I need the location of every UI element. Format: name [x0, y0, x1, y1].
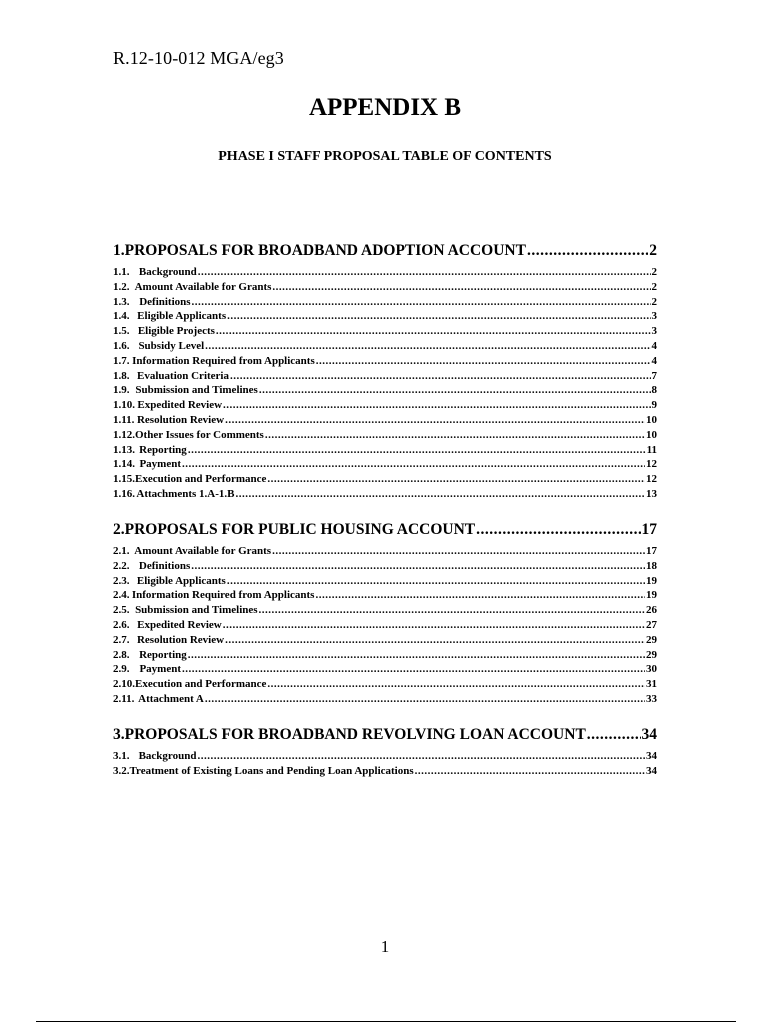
dot-leader — [235, 488, 645, 500]
entry-page: 13 — [646, 487, 657, 500]
dot-leader — [476, 521, 640, 539]
toc-entry[interactable] — [113, 693, 657, 708]
dot-leader — [182, 458, 645, 470]
entry-title: Background — [138, 750, 197, 762]
section-number: 2. — [113, 521, 125, 538]
toc-entry[interactable] — [113, 310, 657, 325]
dot-leader — [267, 473, 645, 485]
entry-number: 2.7. — [113, 633, 130, 646]
entry-number: 2.11. — [113, 692, 135, 705]
entry-page: 2 — [651, 280, 657, 293]
entry-title: Expedited Review — [137, 618, 222, 631]
dot-leader — [230, 370, 651, 382]
entry-page: 26 — [646, 604, 657, 617]
dot-leader — [415, 765, 645, 777]
dot-leader — [272, 281, 650, 293]
section-page: 34 — [641, 726, 657, 743]
entry-title: Background — [138, 266, 197, 278]
entry-title: Execution and Performance — [135, 678, 267, 691]
entry-number: 2.2. — [113, 559, 130, 572]
entry-number: 3.1. — [113, 750, 130, 762]
entry-title: Attachment A — [138, 692, 204, 705]
dot-leader — [527, 242, 648, 260]
toc-section-heading[interactable] — [113, 521, 657, 543]
entry-page: 27 — [646, 618, 657, 631]
entry-number: 2.8. — [113, 648, 130, 661]
toc-section-1 — [113, 242, 657, 503]
entry-page: 4 — [651, 339, 657, 352]
section-number: 1. — [113, 242, 125, 259]
entry-page: 3 — [651, 310, 657, 323]
entry-number: 1.14. — [113, 458, 135, 471]
dot-leader — [267, 678, 645, 690]
page-number: 1 — [380, 937, 390, 956]
entry-number: 2.3. — [113, 574, 130, 587]
dot-leader — [223, 619, 645, 631]
dot-leader — [182, 663, 645, 675]
entry-title: Payment — [139, 458, 181, 471]
entry-number: 3.2. — [113, 764, 130, 777]
entry-title: Reporting — [139, 648, 187, 661]
dot-leader — [265, 429, 645, 441]
entry-number: 1.7. — [113, 354, 130, 367]
toc-entry[interactable] — [113, 458, 657, 473]
toc-entry[interactable] — [113, 765, 657, 780]
section-page: 2 — [649, 242, 657, 259]
toc-entry[interactable] — [113, 589, 657, 604]
toc-section-heading[interactable] — [113, 242, 657, 264]
entry-number: 1.3. — [113, 295, 130, 308]
entry-number: 2.1. — [113, 545, 130, 557]
entry-title: Attachments 1.A-1.B — [136, 487, 235, 500]
dot-leader — [223, 399, 650, 411]
entry-page: 17 — [646, 545, 657, 557]
entry-title: Eligible Projects — [137, 325, 215, 338]
toc-entry[interactable] — [113, 473, 657, 488]
entry-page: 19 — [646, 589, 657, 602]
entry-number: 1.5. — [113, 325, 130, 338]
entry-page: 2 — [651, 266, 657, 278]
toc-entry[interactable] — [113, 281, 657, 296]
toc-entry[interactable] — [113, 296, 657, 311]
entry-number: 2.6. — [113, 618, 130, 631]
toc-entry[interactable] — [113, 488, 657, 503]
entry-title: Amount Available for Grants — [134, 545, 272, 557]
entry-number: 1.4. — [113, 310, 130, 323]
entry-page: 19 — [646, 574, 657, 587]
toc-entry[interactable] — [113, 444, 657, 459]
dot-leader — [197, 750, 645, 762]
dot-leader — [272, 545, 645, 557]
entry-number: 1.10. — [113, 399, 135, 412]
entry-number: 2.4. — [113, 589, 130, 602]
entry-title: Treatment of Existing Loans and Pending Loan Applications — [129, 764, 414, 777]
dot-leader — [259, 604, 645, 616]
entry-number: 1.6. — [113, 339, 130, 352]
section-page: 17 — [641, 521, 657, 538]
section-title: PROPOSALS FOR BROADBAND ADOPTION ACCOUNT — [124, 242, 526, 259]
entry-page: 33 — [646, 692, 657, 705]
toc-entry[interactable] — [113, 649, 657, 664]
entry-page: 29 — [646, 648, 657, 661]
entry-page: 34 — [646, 764, 657, 777]
toc-entry[interactable] — [113, 325, 657, 340]
toc-section-3 — [113, 726, 657, 780]
toc-entry[interactable] — [113, 384, 657, 399]
dot-leader — [191, 560, 645, 572]
entry-number: 1.16. — [113, 487, 135, 500]
dot-leader — [198, 266, 651, 278]
entry-number: 1.12. — [113, 428, 135, 441]
entry-number: 1.15. — [113, 473, 135, 486]
toc-entry[interactable] — [113, 340, 657, 355]
toc-entry[interactable] — [113, 678, 657, 693]
dot-leader — [587, 726, 641, 744]
entry-page: 2 — [651, 295, 657, 308]
toc-entry[interactable] — [113, 545, 657, 560]
dot-leader — [225, 634, 645, 646]
entry-page: 29 — [646, 633, 657, 646]
entry-title: Amount Available for Grants — [134, 280, 272, 293]
toc-entry[interactable] — [113, 604, 657, 619]
dot-leader — [216, 325, 651, 337]
dot-leader — [259, 384, 651, 396]
entry-title: Definitions — [139, 295, 191, 308]
entry-title: Execution and Performance — [135, 473, 267, 486]
entry-number: 1.13. — [113, 443, 135, 456]
entry-page: 12 — [646, 458, 657, 471]
entry-number: 2.10. — [113, 678, 135, 691]
dot-leader — [227, 310, 650, 322]
toc-entry[interactable] — [113, 560, 657, 575]
toc-entry[interactable] — [113, 663, 657, 678]
entry-title: Eligible Applicants — [136, 574, 226, 587]
entry-page: 34 — [646, 750, 657, 762]
toc-entry[interactable] — [113, 750, 657, 765]
section-title: PROPOSALS FOR PUBLIC HOUSING ACCOUNT — [124, 521, 476, 538]
section-number: 3. — [113, 726, 125, 743]
entry-number: 1.11. — [113, 413, 135, 426]
entry-title: Payment — [139, 663, 181, 676]
entry-title: Submission and Timelines — [135, 604, 258, 617]
toc-entry[interactable] — [113, 575, 657, 590]
toc-section-2 — [113, 521, 657, 708]
entry-number: 1.1. — [113, 266, 130, 278]
entry-page: 8 — [651, 384, 657, 397]
entry-page: 11 — [646, 443, 657, 456]
entry-page: 12 — [646, 473, 657, 486]
entry-number: 1.2. — [113, 280, 130, 293]
appendix-title: APPENDIX B — [308, 94, 462, 121]
dot-leader — [225, 414, 645, 426]
entry-page: 30 — [646, 663, 657, 676]
entry-title: Subsidy Level — [138, 339, 205, 352]
toc-entry[interactable] — [113, 370, 657, 385]
entry-title: Definitions — [138, 559, 191, 572]
entry-number: 2.5. — [113, 604, 130, 617]
dot-leader — [188, 649, 645, 661]
entry-title: Eligible Applicants — [137, 310, 227, 323]
dot-leader — [205, 340, 650, 352]
entry-page: 3 — [651, 325, 657, 338]
entry-title: Other Issues for Comments — [135, 428, 264, 441]
entry-number: 2.9. — [113, 663, 130, 676]
toc-entry[interactable] — [113, 266, 657, 281]
entry-title: Expedited Review — [137, 399, 223, 412]
entry-page: 18 — [646, 559, 657, 572]
entry-page: 10 — [646, 428, 657, 441]
toc-entry[interactable] — [113, 429, 657, 444]
dot-leader — [316, 355, 651, 367]
toc-entry[interactable] — [113, 414, 657, 429]
section-title: PROPOSALS FOR BROADBAND REVOLVING LOAN ACCOUNT — [124, 726, 586, 743]
toc-entry[interactable] — [113, 355, 657, 370]
entry-page: 31 — [646, 678, 657, 691]
dot-leader — [188, 444, 646, 456]
docket-code: R.12-10-012 MGA/eg3 — [113, 48, 284, 68]
entry-page: 10 — [646, 413, 657, 426]
toc-entry[interactable] — [113, 619, 657, 634]
dot-leader — [315, 589, 645, 601]
entry-page: 9 — [651, 399, 657, 412]
toc-entry[interactable] — [113, 634, 657, 649]
entry-title: Submission and Timelines — [135, 384, 258, 397]
entry-number: 1.8. — [113, 369, 130, 382]
entry-title: Information Required from Applicants — [131, 589, 315, 602]
entry-title: Information Required from Applicants — [132, 354, 315, 367]
entry-title: Resolution Review — [136, 633, 225, 646]
entry-page: 7 — [651, 369, 657, 382]
entry-title: Evaluation Criteria — [137, 369, 229, 382]
entry-number: 1.9. — [113, 384, 130, 397]
dot-leader — [205, 693, 645, 705]
toc-entry[interactable] — [113, 399, 657, 414]
toc-section-heading[interactable] — [113, 726, 657, 748]
dot-leader — [192, 296, 651, 308]
dot-leader — [227, 575, 645, 587]
toc-title: PHASE I STAFF PROPOSAL TABLE OF CONTENTS — [218, 149, 552, 164]
entry-page: 4 — [651, 354, 657, 367]
footer-divider — [36, 1021, 736, 1022]
entry-title: Reporting — [139, 443, 187, 456]
entry-title: Resolution Review — [136, 413, 225, 426]
